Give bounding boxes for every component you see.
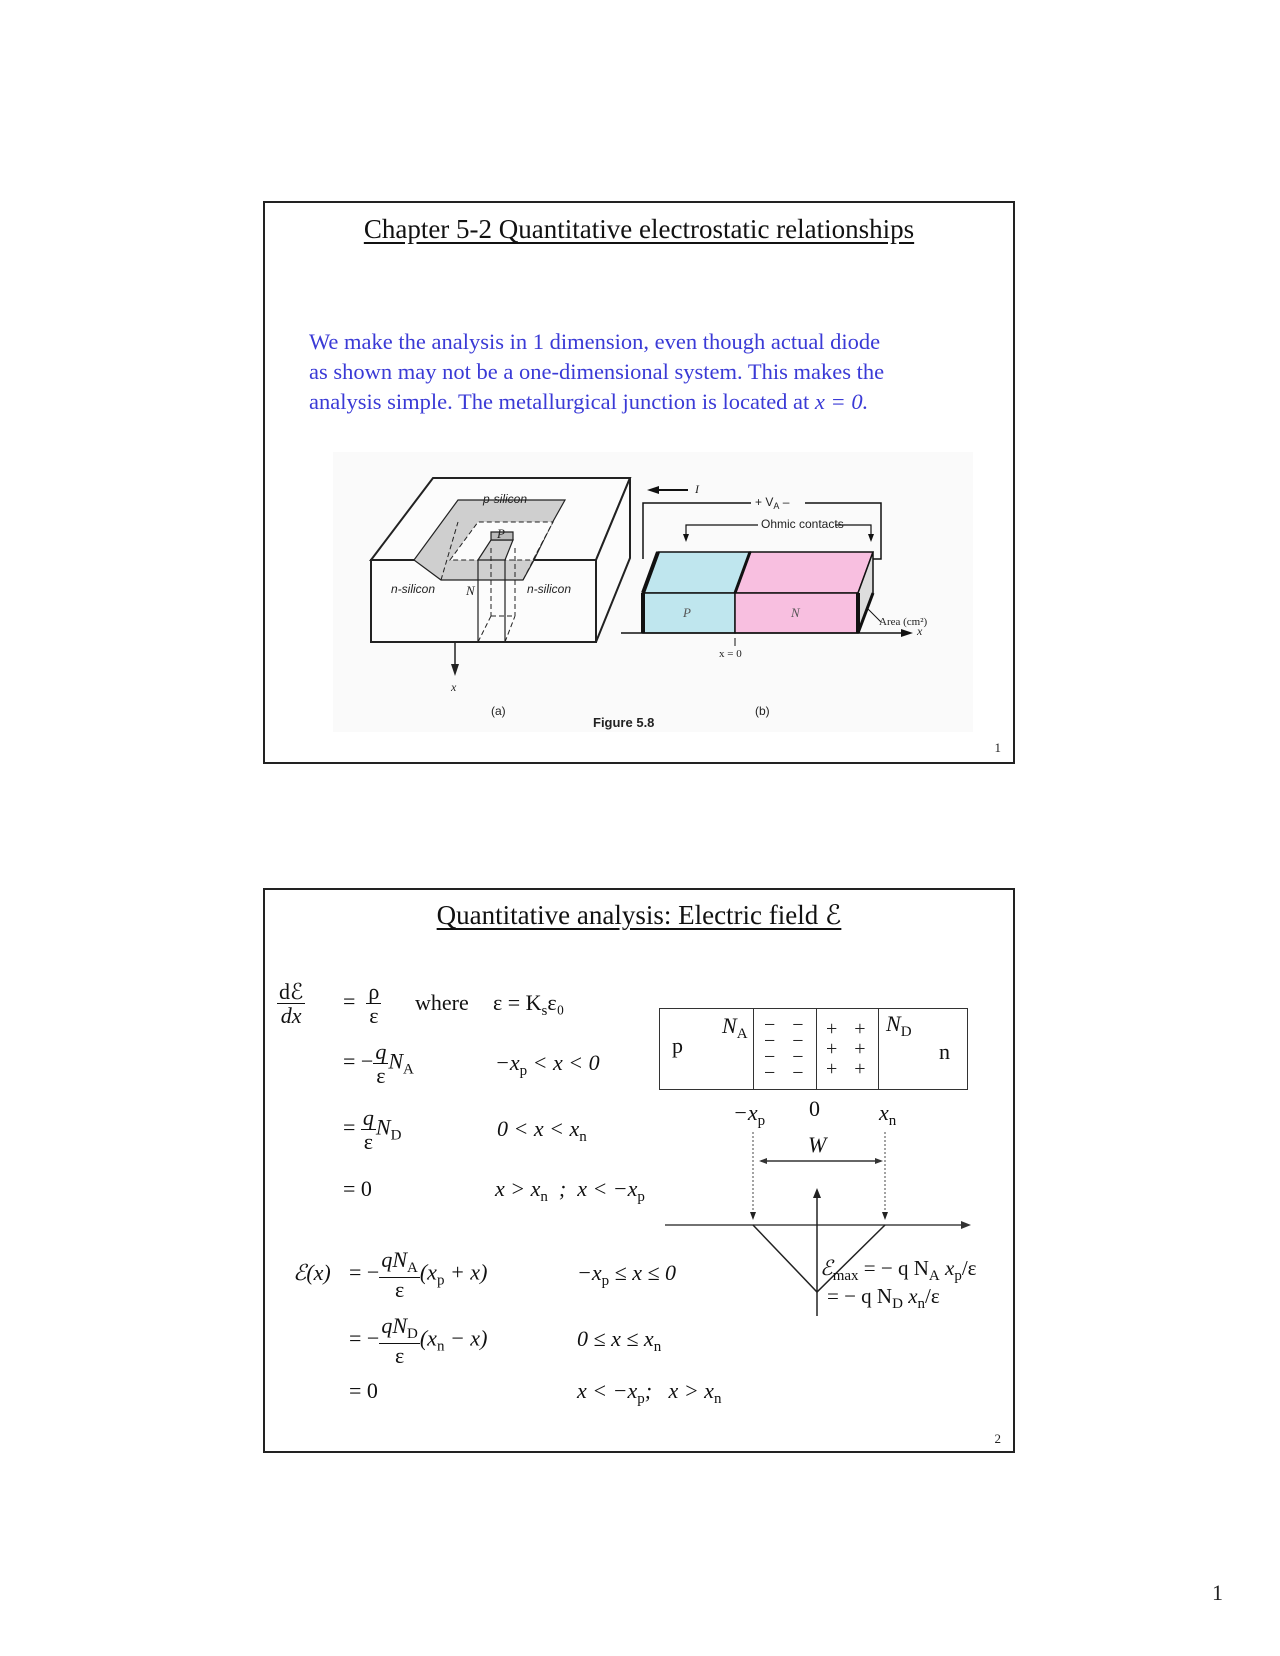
q-text: q [362,1105,374,1130]
n-region-label: N [466,583,475,598]
qnd [379,1314,420,1344]
neg-row: − − [764,1030,810,1052]
pos-row: + + [826,1038,872,1060]
eq-sign: = 0 [343,1176,372,1201]
q [373,1040,388,1064]
tick-neg-xp-sub: p [757,1113,766,1129]
cond-sub2: p [637,1189,645,1205]
eq-sign: = − [349,1325,380,1351]
neg-row: − − [764,1046,810,1068]
slide-1 [263,201,1015,764]
panel-a-block [371,478,630,676]
n-bar-label: N [791,605,800,620]
emax-tail2: x [939,1256,955,1280]
factor-sub: D [390,1127,402,1144]
cond-tail: ; x < −x [547,1176,638,1201]
divider-neg-xp [753,1009,754,1089]
panel-b-axis-label: x [917,624,923,638]
cond-sub: p [601,1273,610,1289]
rho: ρ [368,979,380,1004]
cond-sub: p [519,1063,528,1079]
tick-xn-text: x [879,1100,889,1125]
emax-line-2 [827,1284,940,1313]
factor-sub: A [403,1061,414,1078]
cond-sub: s [541,1003,548,1019]
cond-sub: n [579,1129,587,1145]
origin-label: x = 0 [719,648,742,660]
cond-tail: ; x > x [644,1378,714,1403]
eq2-row-1 [349,1248,487,1301]
na-text: N [722,1013,737,1038]
de-dx [277,980,305,1027]
qnd-text: qN [381,1313,408,1338]
cond: x < −x [577,1378,638,1403]
emax-sub: max [832,1268,859,1284]
intro-math: x = 0. [814,389,869,414]
n-side-label: n [939,1039,950,1064]
eq1-row-3 [343,1106,401,1153]
eps: ε [376,1063,386,1089]
voltage-text: + V [755,495,774,509]
pos-row: + + [826,1018,872,1040]
eq2-row-3-cond [577,1378,721,1408]
paren-sub: n [436,1338,445,1355]
eq-sign: = [343,988,356,1014]
divider-zero [816,1009,817,1089]
cond-tail: ε₀ [547,990,565,1015]
paren-tail: + x) [444,1259,488,1285]
eps: ε [394,1276,405,1302]
emax-line-1 [820,1256,976,1285]
area-label: Area (cm²) [879,616,928,628]
p-bar-label: P [683,605,691,620]
emax2-tail: x [902,1284,918,1308]
slide-2-title: Quantitative analysis: Electric field ℰ [436,900,842,930]
intro-line-3 [309,387,989,417]
na-sub: A [736,1026,748,1042]
de-dx-den [277,1004,305,1027]
where-text: where [415,990,469,1015]
tick-xn-sub: n [888,1113,897,1129]
w-text: W [808,1132,827,1157]
tick-zero: 0 [809,1096,820,1121]
eq1-row-4-cond [495,1176,645,1206]
slide-1-intro [309,327,989,417]
p-region-label: P [497,526,505,541]
eq1-row-1-cond [493,990,564,1020]
q-text: q [375,1039,387,1064]
paren-sub: p [436,1272,445,1289]
qna-text: qN [381,1247,408,1272]
de-dx-fraction [277,980,305,1027]
voltage-label [755,495,789,511]
n-silicon-left-label: n-silicon [391,582,436,596]
paren-tail: − x) [444,1325,488,1351]
cond: −x [495,1050,520,1075]
voltage-minus: – [782,495,790,509]
rho-over-eps [366,980,381,1027]
emax2-sub: D [892,1296,903,1312]
emax-tail: = − q N [858,1256,929,1280]
panel-b-label: (b) [755,704,770,718]
paren: (x [419,1259,437,1285]
eq1-row-2-cond [495,1050,600,1080]
cond-tail: ≤ x ≤ 0 [609,1260,677,1285]
figure-5-8 [333,452,973,732]
emax2-text: = − q N [827,1284,893,1308]
cond-tail: < x < 0 [527,1050,600,1075]
electric-field-plot [657,1122,1017,1362]
qnd-over-eps [379,1314,420,1367]
eps: ε [369,1003,379,1029]
eq2-row-2 [349,1314,487,1367]
emax-tail3: /ε [961,1256,977,1280]
junction-diagram [659,1008,968,1090]
n-silicon-right-label: n-silicon [527,582,572,596]
eq1-row-3-cond [497,1116,587,1146]
cond: ε = K [493,990,542,1015]
neg-row: − − [764,1014,810,1036]
positive-charges [826,1019,872,1079]
tick-neg-xp-text: −x [733,1100,758,1125]
de-dx-num: dℰ [279,979,304,1004]
eq2-row-3 [349,1378,378,1404]
ex-lhs [293,1260,331,1286]
q [361,1106,376,1130]
intro-line-1: We make the analysis in 1 dimension, even though actual diode [309,329,881,354]
intro-line-3-text: analysis simple. The metallurgical junction is located at [309,389,815,414]
cond: 0 < x < x [497,1116,580,1141]
nd-sub: D [900,1024,912,1040]
page-number: 1 [1212,1580,1223,1605]
q-over-eps [373,1040,388,1087]
de-dx-den-text: dx [280,1003,302,1029]
panel-a-axis-label: x [451,680,457,694]
eq-sign: = − [343,1048,374,1074]
emax-symbol: ℰ [820,1256,833,1280]
figure-caption: Figure 5.8 [593,715,655,730]
eq-sign: = − [349,1259,380,1285]
slide-1-number: 1 [994,740,1001,755]
factor: N [388,1048,404,1074]
nd-label [886,1011,912,1041]
eq1-row-2 [343,1040,414,1087]
cond-sub: p [637,1391,645,1407]
q-over-eps [361,1106,376,1153]
current-label: I [695,482,699,496]
qnd-sub: D [407,1326,418,1342]
p-side-label: p [672,1033,683,1058]
cond: −x [577,1260,602,1285]
slide-2-number: 2 [994,1431,1001,1446]
eps: ε [394,1342,405,1368]
voltage-sub: A [773,501,780,511]
eq1-row-1 [343,980,381,1027]
na-label [722,1013,748,1043]
depletion-width-label [808,1132,826,1158]
pos-row: + + [826,1058,872,1080]
emax2-sub2: n [917,1296,926,1312]
cond-sub2: n [713,1391,722,1407]
eq-sign: = 0 [349,1378,378,1403]
eps: ε [363,1129,374,1155]
slide-2 [263,888,1015,1453]
divider-xn [878,1009,879,1089]
eq1-row-1-where [415,990,469,1016]
panel-a-label: (a) [491,704,506,718]
intro-line-2: as shown may not be a one-dimensional system. This makes the [309,359,885,384]
emax-sub3: p [954,1268,962,1284]
qna-sub: A [407,1260,418,1276]
ohmic-contacts-label: Ohmic contacts [761,517,844,531]
emax-sub2: A [928,1268,940,1284]
eq2-row-2-cond [577,1326,661,1356]
emax2-tail2: /ε [925,1284,940,1308]
p-silicon-label: p-silicon [483,492,528,506]
cond-sub: n [653,1339,662,1355]
paren: (x [419,1325,437,1351]
qna [379,1248,420,1278]
factor: N [375,1114,391,1140]
negative-charges [764,1014,810,1084]
eq-sign: = [343,1114,356,1140]
neg-row: − − [764,1062,810,1084]
ex-lhs-text: ℰ(x) [293,1260,331,1285]
cond-sub: n [540,1189,548,1205]
nd-text: N [886,1011,901,1036]
qna-over-eps [379,1248,420,1301]
cond: x > x [495,1176,541,1201]
eq1-row-4 [343,1176,372,1202]
cond: 0 ≤ x ≤ x [577,1326,654,1351]
slide-1-title: Chapter 5-2 Quantitative electrostatic relationships [363,214,915,244]
